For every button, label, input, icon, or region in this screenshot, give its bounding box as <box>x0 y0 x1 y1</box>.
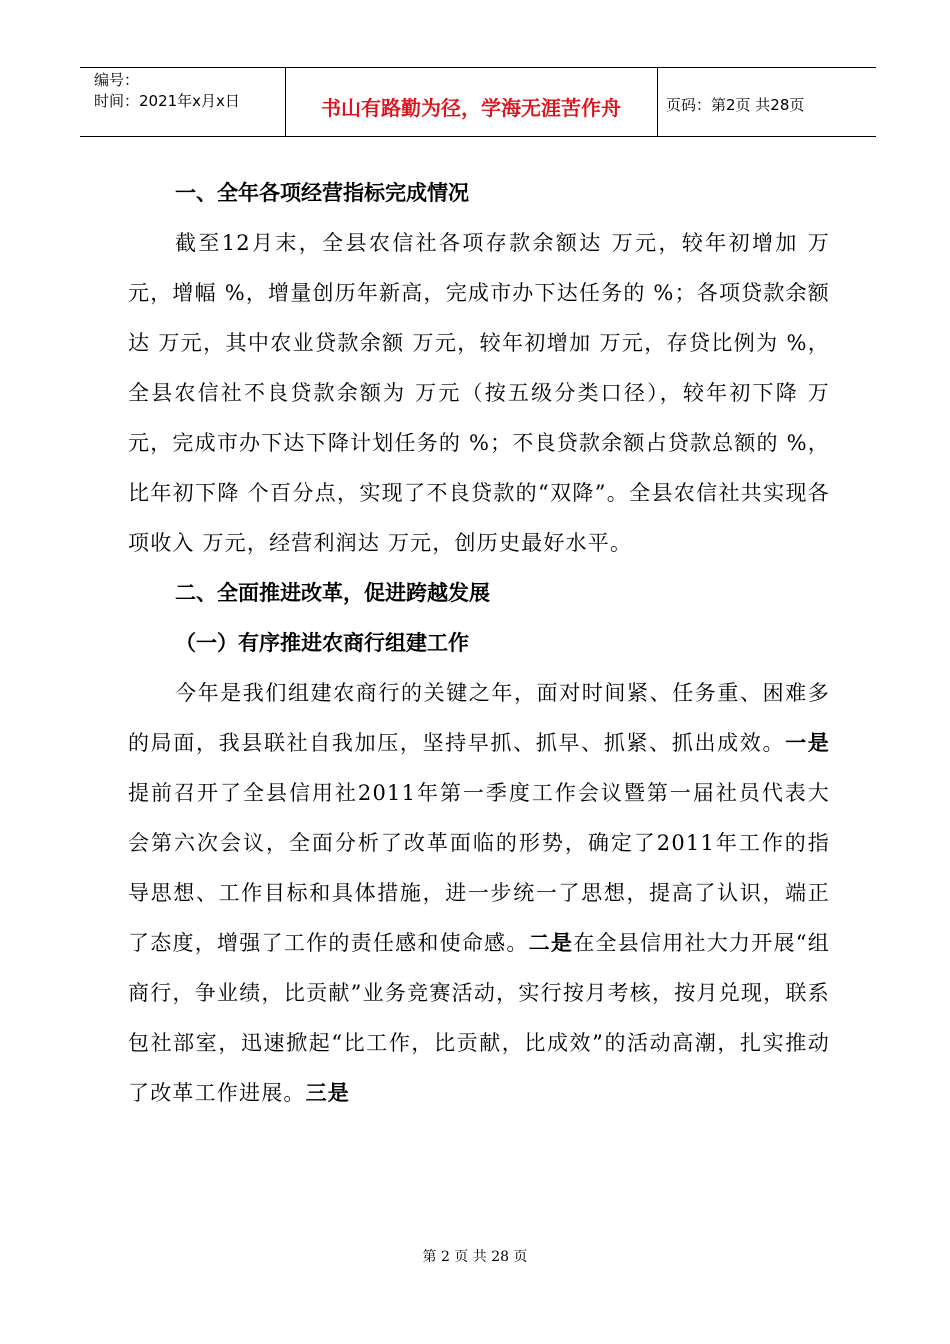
item-text: 提前召开了全县信用社2011年第一季度工作会议暨第一届社员代表大会第六次会议，全面分析了改革面临的形势，确定了2011年工作的指导思想、工作目标和具体措施，进一步统一了思想，提高了认识，端正了态度，增强了工作的责任感和使命感。 <box>128 781 830 955</box>
section-heading: 二、全面推进改革，促进跨越发展 <box>175 581 490 605</box>
document-body <box>128 168 830 1118</box>
header-page-number: 页码：第2页 共28页 <box>666 96 805 114</box>
item-text: 在全县信用社大力开展“组商行，争业绩，比贡献”业务竞赛活动，实行按月考核，按月兑现，联系包社部室，迅速掀起“比工作，比贡献，比成效”的活动高潮，扎实推动了改革工作进展。 <box>128 931 830 1105</box>
item-label: 一是 <box>785 731 830 755</box>
item-label: 二是 <box>528 931 574 955</box>
item-label: 三是 <box>305 1081 351 1105</box>
page-header <box>80 67 876 137</box>
section-heading: 一、全年各项经营指标完成情况 <box>175 181 469 205</box>
subsection-heading: （一）有序推进农商行组建工作 <box>175 631 469 655</box>
header-meta <box>94 70 284 112</box>
paragraph <box>128 668 830 1118</box>
document-number-label: 编号： <box>94 71 140 89</box>
header-divider <box>657 68 658 136</box>
page-footer: 第 2 页 共 28 页 <box>422 1249 528 1265</box>
paragraph-intro: 今年是我们组建农商行的关键之年，面对时间紧、任务重、困难多的局面，我县联社自我加压，坚持早抓、抓早、抓紧、抓出成效。 <box>128 681 830 755</box>
header-motto: 书山有路勤为径，学海无涯苦作舟 <box>321 96 621 120</box>
paragraph: 截至12月末，全县农信社各项存款余额达 万元，较年初增加 万元，增幅 %，增量创历年新高，完成市办下达任务的 %；各项贷款余额达 万元，其中农业贷款余额 万元，较年初增加 万元，存贷比例为 %，全县农信社不良贷款余额为 万元（按五级分类口径），较年初下降 万元，完成市办下达下降计划任务的 %；不良贷款余额占贷款总额的 %，比年初下降 个百分点，实现了不良贷款的“双降”。全县农信社共实现各项收入 万元，经营利润达 万元，创历史最好水平。 <box>128 231 830 555</box>
document-time-label: 时间：2021年x月x日 <box>94 92 240 110</box>
